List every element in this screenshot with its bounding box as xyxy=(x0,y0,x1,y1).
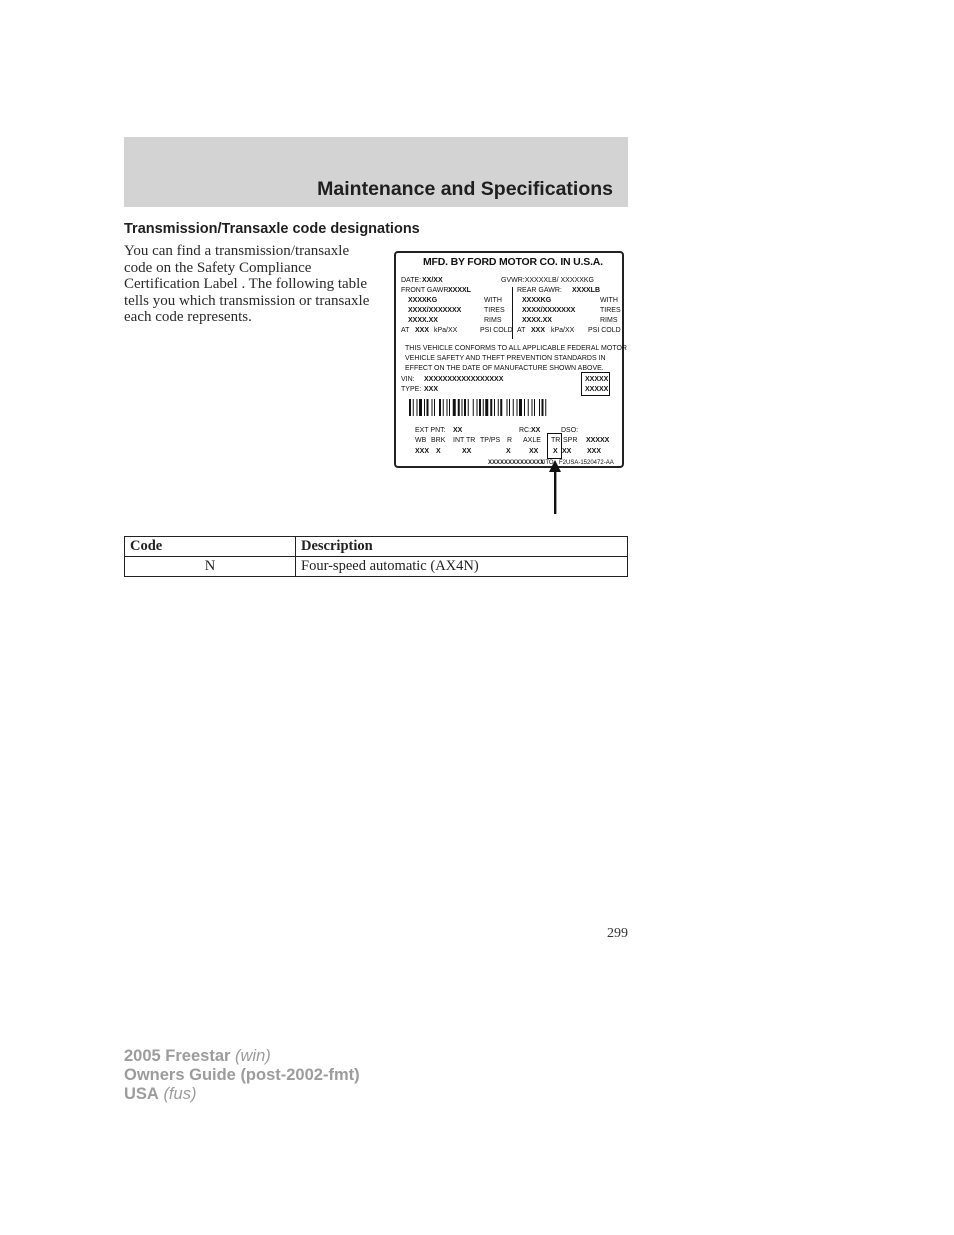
barcode-bar xyxy=(532,399,533,416)
label-rc-value: XX xyxy=(531,427,541,434)
label-kpa-left: kPa/XX xyxy=(434,327,458,334)
code-cell: N xyxy=(125,557,296,577)
label-col-brk: BRK xyxy=(431,437,446,444)
barcode-bar xyxy=(434,399,435,416)
barcode-bar xyxy=(519,399,522,416)
label-ext-pnt-label: EXT PNT: xyxy=(415,427,446,434)
column-header-description: Description xyxy=(296,537,628,557)
column-header-code: Code xyxy=(125,537,296,557)
barcode-bar xyxy=(417,399,418,416)
certification-label-illustration xyxy=(394,251,627,468)
footer-model: 2005 Freestar xyxy=(124,1047,231,1065)
label-vin-value: XXXXXXXXXXXXXXXXX xyxy=(424,376,504,383)
barcode-bar xyxy=(443,399,444,416)
intro-paragraph: You can find a transmission/transaxle code on the Safety Compliance Certification Label . The following table tells you which transmission or transaxle each code represents. xyxy=(124,243,370,326)
table-header-row xyxy=(125,537,628,557)
label-rims-left: RIMS xyxy=(484,317,502,324)
label-tires-right: TIRES xyxy=(600,307,621,314)
label-front-gawr-value: XXXXL xyxy=(448,287,471,294)
label-rims-right: RIMS xyxy=(600,317,618,324)
page-number: 299 xyxy=(607,926,628,941)
label-vin-label: VIN: xyxy=(401,376,415,383)
label-title: MFD. BY FORD MOTOR CO. IN U.S.A. xyxy=(423,256,603,268)
barcode-bar xyxy=(542,399,544,416)
barcode-bar xyxy=(413,399,414,416)
label-tire-left: XXXX/XXXXXXX xyxy=(408,307,462,314)
footer-line-1 xyxy=(124,1047,360,1066)
label-dso-label: DSO: xyxy=(561,427,579,434)
document-footer xyxy=(124,1047,360,1104)
label-bottom-code: XXXXXXXXXXXXXX xyxy=(488,460,545,466)
label-col-int-tr: INT TR xyxy=(453,437,476,444)
label-tire-right: XXXX/XXXXXXX xyxy=(522,307,576,314)
label-front-gawr-label: FRONT GAWR: xyxy=(401,287,451,294)
label-psi-left: PSI COLD xyxy=(480,327,513,334)
label-at-right: AT xyxy=(517,327,526,334)
header-band xyxy=(124,137,628,207)
label-col-r: R xyxy=(507,437,513,444)
barcode-bar xyxy=(528,399,529,416)
barcode-bar xyxy=(453,399,456,416)
barcode-bar xyxy=(432,399,433,416)
barcode-bar xyxy=(458,399,460,416)
barcode-bar xyxy=(419,399,422,416)
label-with-right: WITH xyxy=(600,297,618,304)
barcode-bar xyxy=(507,399,508,416)
footer-line-3 xyxy=(124,1085,360,1104)
barcode-bar xyxy=(427,399,429,416)
label-kg-right: XXXXKG xyxy=(522,297,552,304)
label-tires-left: TIRES xyxy=(484,307,505,314)
label-at-left: AT xyxy=(401,327,410,334)
arrow-up-icon xyxy=(548,460,562,514)
footer-line-2 xyxy=(124,1066,360,1085)
barcode-bar xyxy=(449,399,450,416)
barcode-bar xyxy=(534,399,535,416)
label-col-tr: TR xyxy=(551,437,561,444)
barcode-bar xyxy=(473,399,474,416)
barcode-bar xyxy=(479,399,481,416)
footer-guide: Owners Guide (post-2002-fmt) xyxy=(124,1066,360,1084)
label-box-line-2: XXXXX xyxy=(585,386,609,393)
barcode-bar xyxy=(517,399,518,416)
label-ext-pnt-value: XX xyxy=(453,427,463,434)
page-section-title: Maintenance and Specifications xyxy=(317,178,613,200)
label-val-brk: X xyxy=(436,448,441,455)
label-gvwr: GVWR:XXXXXLB/ XXXXXKG xyxy=(501,277,594,284)
barcode-bar xyxy=(409,399,411,416)
footer-market-code: (fus) xyxy=(163,1085,197,1103)
footer-market: USA xyxy=(124,1085,159,1103)
label-val-tr: X xyxy=(553,448,558,455)
label-psi-right: PSI COLD xyxy=(588,327,621,334)
barcode-bar xyxy=(539,399,540,416)
label-col-axle: AXLE xyxy=(523,437,541,444)
label-type-label: TYPE: xyxy=(401,386,422,393)
description-cell: Four-speed automatic (AX4N) xyxy=(296,557,628,577)
barcode-bar xyxy=(424,399,425,416)
label-kpa-right: kPa/XX xyxy=(551,327,575,334)
label-col-tp-ps: TP/PS xyxy=(480,437,501,444)
label-bottom-uto: UTO xyxy=(541,460,554,466)
label-statement-2: VEHICLE SAFETY AND THEFT PREVENTION STANDARDS IN xyxy=(405,355,606,362)
label-rc-label: RC: xyxy=(519,427,532,434)
label-val-axle: XX xyxy=(529,448,539,455)
label-col-wb: WB xyxy=(415,437,427,444)
label-part-number: F2USA-1520472-AA xyxy=(559,460,614,466)
label-box-line-1: XXXXX xyxy=(585,376,609,383)
label-xxx-right: XXX xyxy=(531,327,546,334)
label-barcode xyxy=(409,399,615,416)
barcode-bar xyxy=(447,399,448,416)
barcode-bar xyxy=(483,399,484,416)
barcode-bar xyxy=(485,399,488,416)
label-val-r: X xyxy=(506,448,511,455)
label-val-int-tr: XX xyxy=(462,448,472,455)
barcode-bar xyxy=(468,399,469,416)
barcode-bar xyxy=(477,399,478,416)
label-val-wb: XXX xyxy=(415,448,430,455)
label-date-label: DATE: xyxy=(401,277,422,284)
barcode-bar xyxy=(545,399,546,416)
barcode-bar xyxy=(524,399,525,416)
label-date-value: XX/XX xyxy=(422,277,443,284)
label-rear-gawr-value: XXXXLB xyxy=(572,287,601,294)
table-row xyxy=(125,557,628,577)
label-col-xxxxx: XXXXX xyxy=(586,437,610,444)
label-val-last: XXX xyxy=(587,448,602,455)
barcode-bar xyxy=(464,399,466,416)
barcode-bar xyxy=(439,399,441,416)
barcode-bar xyxy=(509,399,510,416)
barcode-bar xyxy=(513,399,514,416)
label-statement-1: THIS VEHICLE CONFORMS TO ALL APPLICABLE FEDERAL MOTOR xyxy=(405,345,627,352)
barcode-bar xyxy=(462,399,463,416)
barcode-bar xyxy=(498,399,499,416)
label-kg-left: XXXXKG xyxy=(408,297,438,304)
footer-model-code: (win) xyxy=(235,1047,271,1065)
barcode-bar xyxy=(500,399,502,416)
section-heading: Transmission/Transaxle code designations xyxy=(124,221,420,237)
label-val-spr: XX xyxy=(562,448,572,455)
label-rim-right: XXXX.XX xyxy=(522,317,552,324)
label-col-spr: SPR xyxy=(563,437,578,444)
barcode-bar xyxy=(490,399,492,416)
barcode-bar xyxy=(494,399,495,416)
label-rim-left: XXXX.XX xyxy=(408,317,438,324)
label-with-left: WITH xyxy=(484,297,502,304)
label-rear-gawr-label: REAR GAWR: xyxy=(517,287,562,294)
label-transmission-highlight-box xyxy=(547,433,562,459)
label-xxx-left: XXX xyxy=(415,327,430,334)
label-statement-3: EFFECT ON THE DATE OF MANUFACTURE SHOWN ABOVE. xyxy=(405,365,604,372)
transmission-code-table xyxy=(124,536,628,577)
label-type-value: XXX xyxy=(424,386,439,393)
